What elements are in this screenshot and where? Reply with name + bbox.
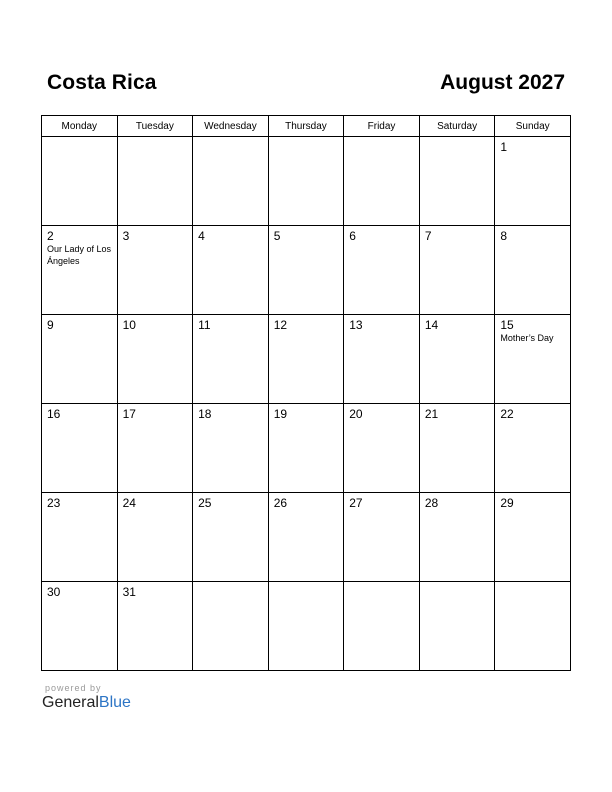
day-cell (117, 315, 193, 404)
day-cell (495, 404, 571, 493)
day-cell (344, 137, 420, 226)
day-number (269, 582, 344, 585)
week-row (42, 137, 571, 226)
day-cell (117, 582, 193, 671)
day-number (495, 582, 570, 585)
day-number: 26 (273, 496, 288, 510)
day-number: 6 (349, 229, 356, 243)
day-cell (193, 137, 269, 226)
day-number (344, 582, 419, 585)
day-cell (268, 582, 344, 671)
day-cell (344, 404, 420, 493)
weekday-header: Sunday (495, 116, 571, 137)
day-cell (42, 493, 118, 582)
day-number: 9 (47, 318, 54, 332)
day-number: 24 (122, 496, 136, 510)
day-number (118, 137, 193, 140)
day-number: 20 (349, 407, 363, 421)
day-cell (419, 226, 495, 315)
calendar-grid (41, 115, 571, 671)
day-cell (117, 137, 193, 226)
week-row (42, 493, 571, 582)
day-number: 17 (122, 407, 136, 421)
day-cell (193, 582, 269, 671)
day-number: 11 (198, 318, 211, 332)
weekday-header: Tuesday (117, 116, 193, 137)
day-number: 14 (424, 318, 439, 332)
day-cell (344, 493, 420, 582)
day-cell (495, 493, 571, 582)
brand-blue-text: Blue (98, 694, 131, 711)
day-number: 23 (47, 496, 61, 510)
weekday-header: Friday (344, 116, 420, 137)
day-number: 5 (273, 229, 281, 243)
month-year-title: August 2027 (440, 71, 565, 94)
day-number: 21 (424, 407, 439, 421)
country-title: Costa Rica (47, 71, 157, 94)
day-cell (193, 315, 269, 404)
week-row (42, 582, 571, 671)
day-cell (344, 315, 420, 404)
day-cell (419, 137, 495, 226)
brand-general-text: General (42, 694, 99, 711)
day-cell (268, 137, 344, 226)
day-cell (42, 315, 118, 404)
day-cell (419, 315, 495, 404)
day-number (269, 137, 344, 140)
day-cell (268, 404, 344, 493)
holiday-label: Mother’s Day (500, 333, 554, 343)
day-cell (419, 582, 495, 671)
week-row (42, 226, 571, 315)
day-number: 19 (273, 407, 288, 421)
day-cell (117, 226, 193, 315)
day-cell (419, 404, 495, 493)
weekday-header: Wednesday (193, 116, 269, 137)
day-cell (268, 226, 344, 315)
day-number (42, 137, 117, 140)
generalblue-logo[interactable] (42, 694, 131, 712)
weekday-header: Monday (42, 116, 118, 137)
week-row (42, 315, 571, 404)
day-number: 29 (500, 496, 514, 510)
day-number: 13 (349, 318, 363, 332)
day-cell (344, 226, 420, 315)
holiday-label: Our Lady of Los Ángeles (47, 244, 112, 266)
day-number (420, 137, 495, 140)
day-cell (193, 493, 269, 582)
powered-by-text: powered by (45, 683, 102, 693)
day-cell (42, 226, 118, 315)
day-number (420, 582, 495, 585)
day-number: 4 (198, 229, 205, 243)
day-number: 25 (198, 496, 212, 510)
day-number: 27 (349, 496, 363, 510)
day-number: 2 (47, 229, 54, 243)
day-number (193, 582, 268, 585)
day-cell (495, 137, 571, 226)
weekday-header-row (42, 116, 571, 137)
day-cell (42, 582, 118, 671)
day-number: 22 (500, 407, 514, 421)
day-cell (193, 404, 269, 493)
week-row (42, 404, 571, 493)
day-number (193, 137, 268, 140)
day-number: 1 (500, 140, 508, 154)
day-number: 12 (273, 318, 288, 332)
day-cell (495, 226, 571, 315)
day-number: 3 (122, 229, 130, 243)
day-number: 18 (198, 407, 212, 421)
day-cell (495, 315, 571, 404)
day-number: 7 (424, 229, 432, 243)
day-number: 31 (122, 585, 136, 599)
day-cell (117, 493, 193, 582)
weekday-header: Saturday (419, 116, 495, 137)
day-number (344, 137, 419, 140)
day-cell (117, 404, 193, 493)
day-number: 10 (122, 318, 136, 332)
day-cell (495, 582, 571, 671)
day-number: 30 (47, 585, 61, 599)
day-cell (268, 493, 344, 582)
day-cell (419, 493, 495, 582)
day-number: 28 (424, 496, 439, 510)
day-number: 15 (500, 318, 514, 332)
day-cell (193, 226, 269, 315)
day-number: 16 (47, 407, 61, 421)
day-cell (42, 137, 118, 226)
day-cell (344, 582, 420, 671)
day-cell (42, 404, 118, 493)
weekday-header: Thursday (268, 116, 344, 137)
day-cell (268, 315, 344, 404)
day-number: 8 (500, 229, 508, 243)
